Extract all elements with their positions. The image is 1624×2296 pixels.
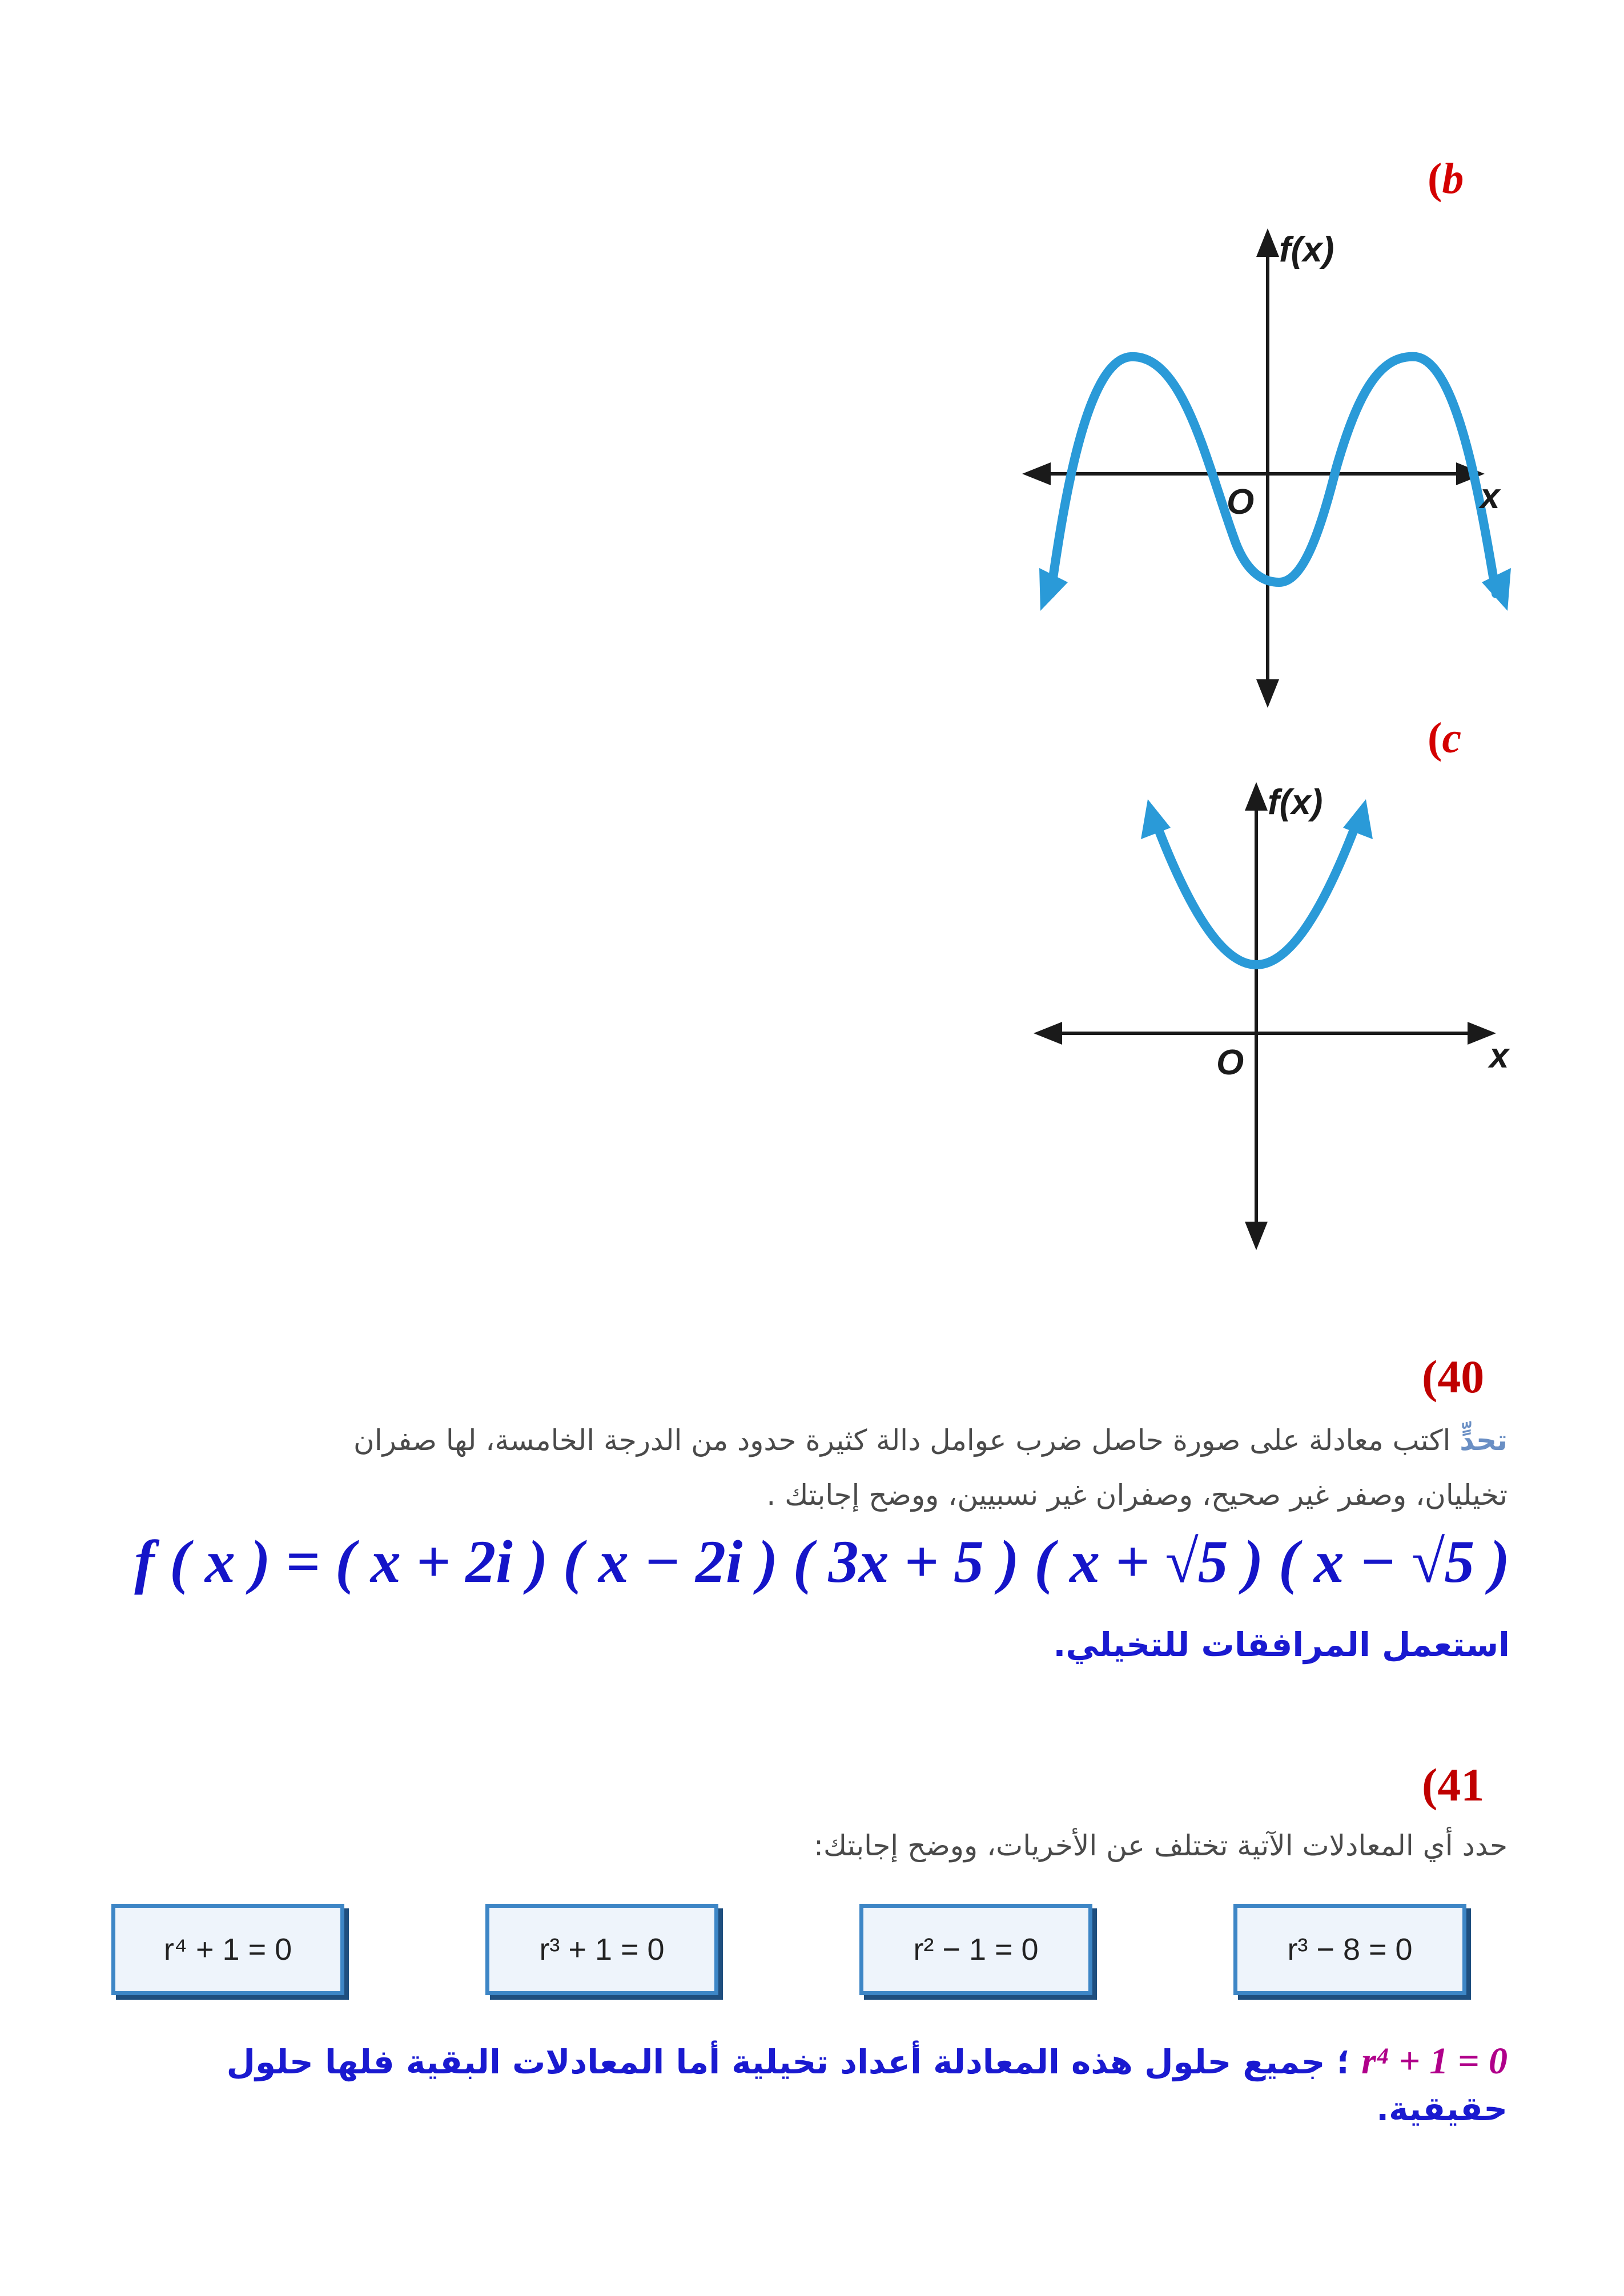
q40-number: (40: [1422, 1351, 1485, 1403]
equation-box-4: r³ − 8 = 0: [1233, 1904, 1466, 1995]
q41-number: (41: [1422, 1759, 1485, 1811]
graph-b: [1016, 217, 1530, 708]
q41-answer-text: ؛ جميع حلول هذه المعادلة أعداد تخيلية أما المعادلات البقية فلها حلول حقيقية.: [226, 2043, 1508, 2128]
graph-b-y-label: f(x): [1279, 230, 1334, 269]
equation-box-3: r² − 1 = 0: [859, 1904, 1092, 1995]
q40-answer-formula: f ( x ) = ( x + 2i ) ( x − 2i ) ( 3x + 5 ) ( x + √5 ) ( x − √5 ): [134, 1528, 1510, 1595]
part-b-label: [1428, 154, 1464, 204]
graph-c: [1028, 782, 1519, 1250]
graph-c-y-arrow-top: [1245, 782, 1268, 811]
graph-c-x-arrow-left: [1034, 1022, 1062, 1045]
graph-c-origin-label: O: [1216, 1043, 1244, 1082]
graph-b-x-label: x: [1480, 477, 1500, 516]
equation-box-2: r³ + 1 = 0: [485, 1904, 718, 1995]
part-c-letter: c: [1442, 714, 1462, 762]
graph-b-y-arrow-bottom: [1256, 679, 1279, 708]
graph-b-y-arrow-top: [1256, 228, 1279, 257]
graph-c-y-arrow-bottom: [1245, 1222, 1268, 1250]
graph-c-curve-arrow-right: [1343, 799, 1373, 839]
graph-c-curve-arrow-left: [1141, 799, 1171, 839]
q41-answer-equation: r⁴ + 1 = 0: [1361, 2040, 1508, 2082]
q40-challenge-label: تحدٍّ: [1460, 1424, 1508, 1457]
part-c-label: [1428, 714, 1461, 763]
equation-box-1: r⁴ + 1 = 0: [111, 1904, 344, 1995]
graph-c-y-label: f(x): [1268, 783, 1323, 822]
graph-b-x-arrow-left: [1022, 462, 1051, 485]
graph-b-origin-label: O: [1227, 482, 1255, 522]
graph-c-x-label: x: [1489, 1036, 1509, 1076]
q40-prompt-line1: [114, 1413, 1508, 1468]
part-b-letter: b: [1442, 155, 1464, 203]
q41-prompt: حدد أي المعادلات الآتية تختلف عن الأخريات، ووضح إجابتك:: [814, 1829, 1508, 1862]
q41-answer: [171, 2038, 1508, 2132]
q40-prompt-text1: اكتب معادلة على صورة حاصل ضرب عوامل دالة كثيرة حدود من الدرجة الخامسة، لها صفران: [353, 1424, 1451, 1457]
q40-prompt-line2: تخيليان، وصفر غير صحيح، وصفران غير نسبيين، ووضح إجابتك .: [766, 1479, 1508, 1512]
part-b-paren: (: [1428, 155, 1442, 203]
q40-answer-note: استعمل المرافقات للتخيلي.: [1053, 1625, 1510, 1664]
q40-prompt: [114, 1413, 1508, 1522]
part-c-paren: (: [1428, 714, 1442, 762]
